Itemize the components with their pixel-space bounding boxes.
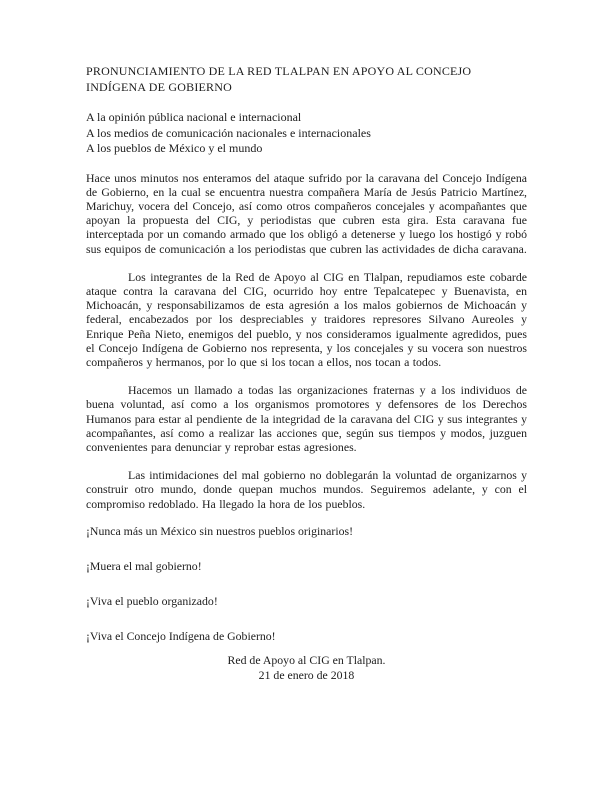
slogan-block: [86, 524, 527, 644]
addressee-line: A la opinión pública nacional e internacional: [86, 110, 302, 124]
document-title: PRONUNCIAMIENTO DE LA RED TLALPAN EN APOYO AL CONCEJO INDÍGENA DE GOBIERNO: [86, 64, 472, 94]
addressee-block: [86, 110, 527, 157]
signature-block: [86, 653, 527, 684]
body-paragraph: Las intimidaciones del mal gobierno no doblegarán la voluntad de organizarnos y construir otro mundo, donde quepan muchos mundos. Seguiremos adelante, y con el compromiso redoblado. Ha llegado la hora de los pueblos.: [86, 468, 527, 511]
slogan-line: ¡Viva el Concejo Indígena de Gobierno!: [86, 629, 276, 644]
slogan-line: ¡Muera el mal gobierno!: [86, 558, 202, 573]
signature-org-line: Red de Apoyo al CIG en Tlalpan.: [227, 652, 386, 667]
signature-date-line: 21 de enero de 2018: [258, 668, 355, 683]
addressee-line: A los medios de comunicación nacionales e internacionales: [86, 125, 371, 140]
document-content: [86, 64, 527, 684]
slogan-line: ¡Nunca más un México sin nuestros pueblos originarios!: [86, 523, 354, 538]
slogan-line: ¡Viva el pueblo organizado!: [86, 594, 218, 609]
addressee-line: A los pueblos de México y el mundo: [86, 141, 263, 155]
body-paragraph: Los integrantes de la Red de Apoyo al CIG en Tlalpan, repudiamos este cobarde ataque contra la caravana del CIG, ocurrido hoy entre Tepalcatepec y Buenavista, en Michoacán, y responsabilizamos de esta agresión a los malos gobiernos de Michoacán y federal, encabezados por los despreciables y traidores represores Silvano Aureoles y Enrique Peña Nieto, enemigos del pueblo, y nos consideramos igualmente agredidos, pues el Concejo Indígena de Gobierno nos representa, y los concejales y su vocera son nuestros compañeros y hermanos, por lo que si los tocan a ellos, nos tocan a todos.: [86, 269, 527, 369]
body-paragraph: Hace unos minutos nos enteramos del ataque sufrido por la caravana del Concejo Indígena de Gobierno, en la cual se encuentra nuestra compañera María de Jesús Patricio Martínez, Marichuy, vocera del Concejo, así como otros compañeros concejales y acompañantes que apoyan la propuesta del CIG, y periodistas que cubren esta gira. Esta caravana fue interceptada por un comando armado que los obligó a detenerse y luego los hostigó y robó sus equipos de comunicación a los periodistas que cubren las actividades de dicha caravana.: [86, 170, 527, 256]
body-paragraph: Hacemos un llamado a todas las organizaciones fraternas y a los individuos de buena voluntad, así como a los organismos promotores y defensores de los Derechos Humanos para estar al pendiente de la integridad de la caravana del CIG y sus integrantes y acompañantes, así como a realizar las acciones que, según sus tiempos y modos, juzguen convenientes para denunciar y reprobar estas agresiones.: [86, 383, 527, 454]
